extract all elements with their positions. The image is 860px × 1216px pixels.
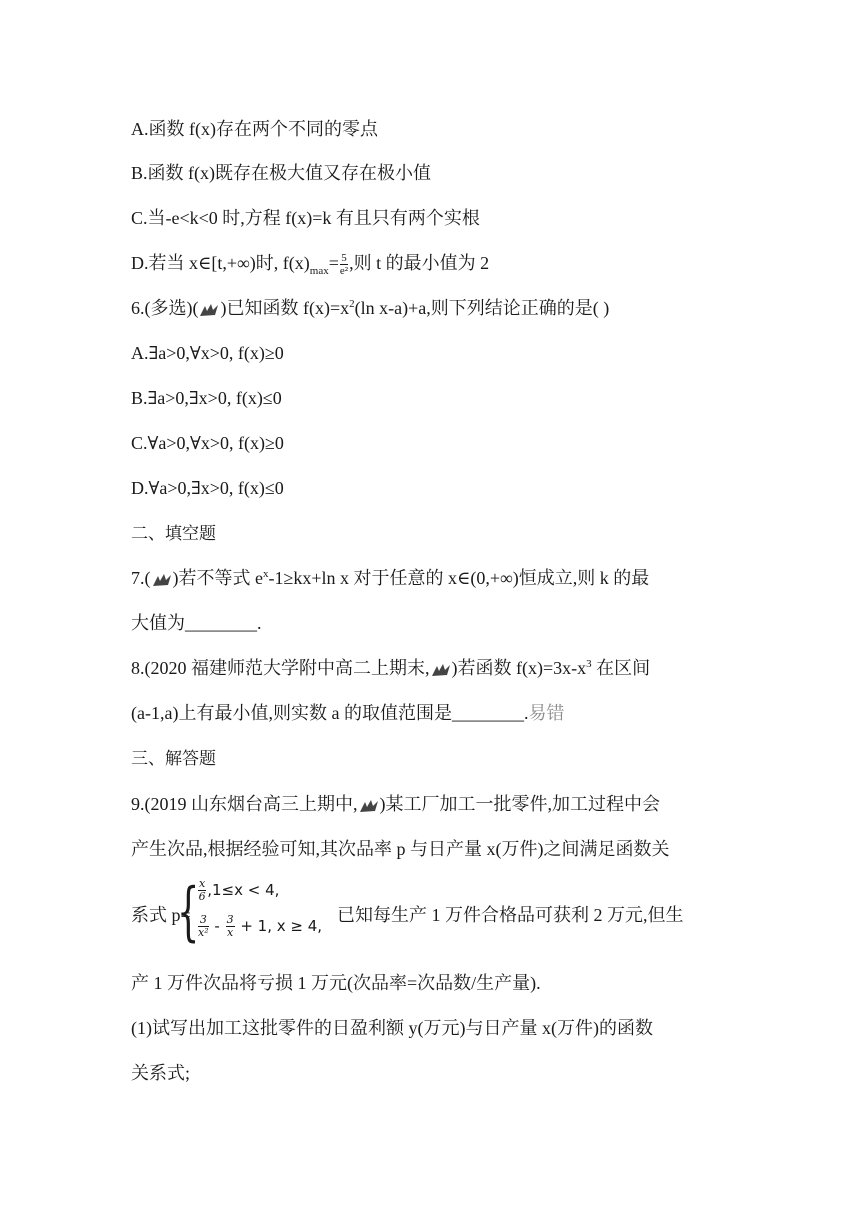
q9-a: )某工厂加工一批零件,加工过程中会 <box>379 794 660 814</box>
section-answer-heading: 三、解答题 <box>131 749 216 769</box>
q5-d-num: 5 <box>341 252 347 265</box>
q6-rest: (ln x-a)+a,则下列结论正确的是( ) <box>354 298 610 318</box>
q6-option-a: A.∃a>0,∀x>0, f(x)≥0 <box>131 343 284 363</box>
q6-pre-x2: )已知函数 f(x)=x <box>220 298 350 318</box>
q6-stem <box>131 296 609 323</box>
q6-option-d: D.∀a>0,∃x>0, f(x)≤0 <box>131 478 284 498</box>
q9-line-3-prefix: 系式 p= <box>131 905 191 925</box>
case2a-den: x² <box>198 926 209 939</box>
q7-sup: x <box>262 568 269 580</box>
q5-option-c: C.当-e<k<0 时,方程 f(x)=k 有且只有两个实根 <box>131 208 480 228</box>
difficulty-star-icon <box>358 799 380 813</box>
case2b-num: 3 <box>226 913 234 926</box>
q7-prefix: 7.( <box>131 568 151 588</box>
q9-line-4: 产 1 万件次品将亏损 1 万元(次品率=次品数/生产量). <box>131 973 541 993</box>
q6-option-b: B.∃a>0,∃x>0, f(x)≤0 <box>131 388 282 408</box>
q8-line-1 <box>131 656 650 683</box>
q5-option-a: A.函数 f(x)存在两个不同的零点 <box>131 119 378 139</box>
q9-line-2: 产生次品,根据经验可知,其次品率 p 与日产量 x(万件)之间满足函数关 <box>131 839 670 859</box>
section-fill-in-heading: 二、填空题 <box>131 524 216 544</box>
q7-line-1 <box>131 566 649 593</box>
case2-fraction-b <box>226 914 235 939</box>
q8-a: )若函数 f(x)=3x-x <box>451 658 587 678</box>
piecewise-case-2 <box>197 914 322 939</box>
q5-d-sub: max <box>309 265 329 277</box>
piecewise-function <box>177 876 337 948</box>
q7-line-2: 大值为________. <box>131 613 262 633</box>
q5-option-d <box>131 251 489 278</box>
case1-den: 6 <box>198 890 206 903</box>
q5-d-eq: = <box>328 253 339 273</box>
q5-d-den: e² <box>339 265 349 278</box>
q8-tag: 易错 <box>528 703 565 723</box>
q8-line2-text: (a-1,a)上有最小值,则实数 a 的取值范围是________. <box>131 703 529 723</box>
q6-prefix: 6.(多选)( <box>131 298 199 318</box>
case1-num: x <box>199 877 206 890</box>
q6-option-c: C.∀a>0,∀x>0, f(x)≥0 <box>131 433 284 453</box>
q8-line-2 <box>131 701 564 725</box>
q8-b: 在区间 <box>591 658 651 678</box>
q9-sub1-line-1: (1)试写出加工这批零件的日盈利额 y(万元)与日产量 x(万件)的函数 <box>131 1018 653 1038</box>
case2a-num: 3 <box>199 913 207 926</box>
q5-d-fraction <box>340 252 348 277</box>
q8-sup: 3 <box>586 658 592 670</box>
q5-d-prefix: D.若当 x∈[t,+∞)时, f(x) <box>131 253 310 273</box>
q9-prefix: 9.(2019 山东烟台高三上期中, <box>131 794 358 814</box>
case1-fraction <box>198 878 206 903</box>
difficulty-star-icon <box>430 663 452 677</box>
q5-option-b: B.函数 f(x)既存在极大值又存在极小值 <box>131 163 431 183</box>
q7-a: )若不等式 e <box>172 568 263 588</box>
piecewise-case-1 <box>197 878 279 903</box>
q7-b: -1≥kx+ln x 对于任意的 x∈(0,+∞)恒成立,则 k 的最 <box>268 568 650 588</box>
case2b-den: x <box>226 926 234 939</box>
case2-cond: + 1, x ≥ 4, <box>235 917 323 935</box>
q6-sup: 2 <box>349 298 355 310</box>
case2-fraction-a <box>198 914 209 939</box>
difficulty-star-icon <box>151 573 173 587</box>
q9-line-1 <box>131 792 660 816</box>
piecewise-brace: { <box>177 875 200 949</box>
q9-sub1-line-2: 关系式; <box>131 1063 191 1083</box>
case1-cond: ,1≤x < 4, <box>207 881 280 899</box>
q8-prefix: 8.(2020 福建师范大学附中高二上期末, <box>131 658 430 678</box>
q5-d-suffix: ,则 t 的最小值为 2 <box>349 253 490 273</box>
q9-line-3-suffix: 已知每生产 1 万件合格品可获利 2 万元,但生 <box>337 905 684 925</box>
case2-minus: - <box>209 917 225 935</box>
difficulty-star-icon <box>198 303 220 317</box>
